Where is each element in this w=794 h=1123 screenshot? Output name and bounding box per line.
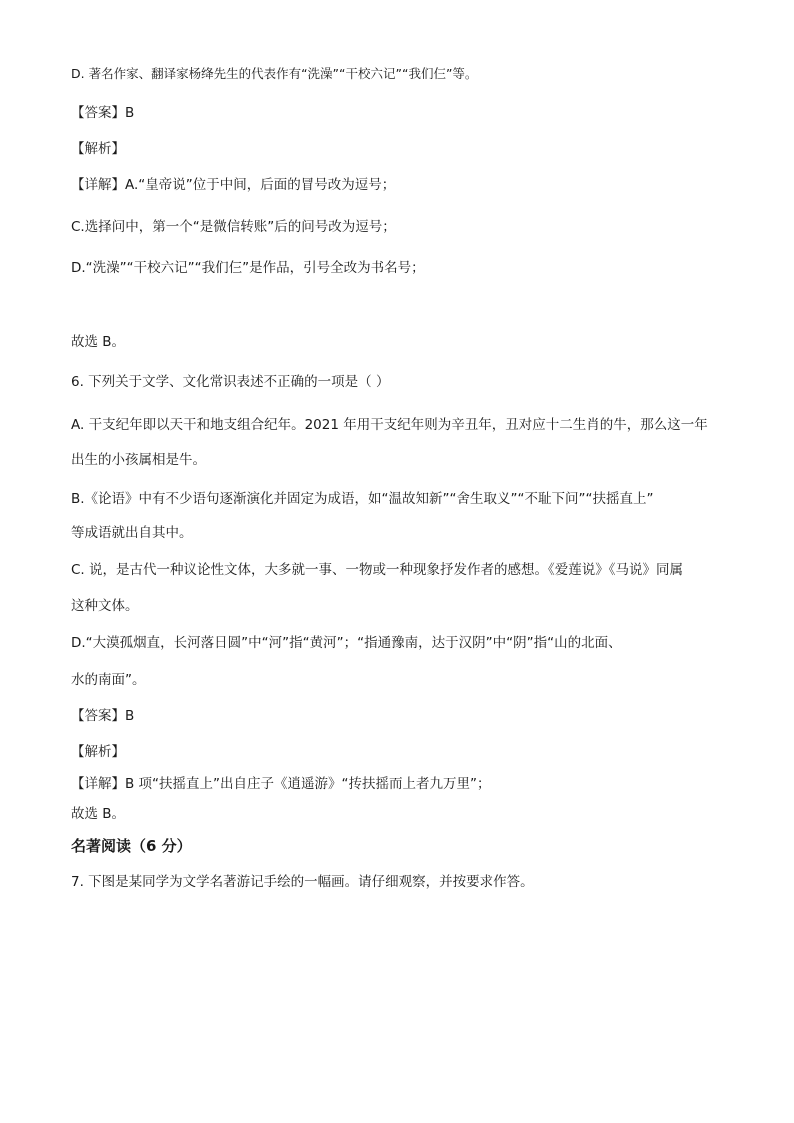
q5-option-d: D. 著名作家、翻译家杨绛先生的代表作有“洗澡”“干校六记”“我们仨”等。 — [71, 66, 478, 81]
q5-analysis-label: 【解析】 — [71, 141, 125, 157]
q6-answer: 【答案】B — [71, 708, 135, 724]
q5-detail-a: 【详解】A.“皇帝说”位于中间，后面的冒号改为逗号； — [71, 177, 396, 193]
q7-stem: 7. 下图是某同学为文学名著游记手绘的一幅画。请仔细观察，并按要求作答。 — [71, 874, 534, 890]
q6-analysis-label: 【解析】 — [71, 744, 125, 760]
q5-conclusion: 故选 B。 — [71, 334, 126, 350]
q6-option-b-line2: 等成语就出自其中。 — [71, 525, 193, 541]
q6-option-d-line1: D.“大漠孤烟直，长河落日圆”中“河”指“黄河”；“指通豫南，达于汉阴”中“阴”指“山的北面、 — [71, 635, 622, 651]
q5-detail-d: D.“洗澡”“干校六记”“我们仨”是作品，引号全改为书名号； — [71, 260, 425, 276]
q6-option-b-line1: B.《论语》中有不少语句逐渐演化并固定为成语，如“温故知新”“舍生取义”“不耻下问”“扶摇直上” — [71, 491, 654, 507]
q6-conclusion: 故选 B。 — [71, 806, 126, 822]
q5-detail-c: C.选择问中，第一个“是微信转账”后的问号改为逗号； — [71, 219, 396, 235]
q6-option-c-line1: C. 说，是古代一种议论性文体，大多就一事、一物或一种现象抒发作者的感想。《爱莲说》《马说》同属 — [71, 562, 684, 578]
q6-option-a-line2: 出生的小孩属相是牛。 — [71, 452, 206, 468]
q5-answer: 【答案】B — [71, 105, 135, 121]
q6-stem: 6. 下列关于文学、文化常识表述不正确的一项是（ ） — [71, 374, 390, 390]
q6-detail: 【详解】B 项“扶摇直上”出自庄子《逍遥游》“抟扶摇而上者九万里”； — [71, 776, 491, 792]
q6-option-c-line2: 这种文体。 — [71, 598, 139, 614]
q6-option-d-line2: 水的南面”。 — [71, 672, 146, 688]
q6-option-a-line1: A. 干支纪年即以天干和地支组合纪年。2021 年用干支纪年则为辛丑年，丑对应十二生肖的牛，那么这一年 — [71, 417, 708, 433]
section-heading: 名著阅读（6 分） — [71, 837, 192, 855]
